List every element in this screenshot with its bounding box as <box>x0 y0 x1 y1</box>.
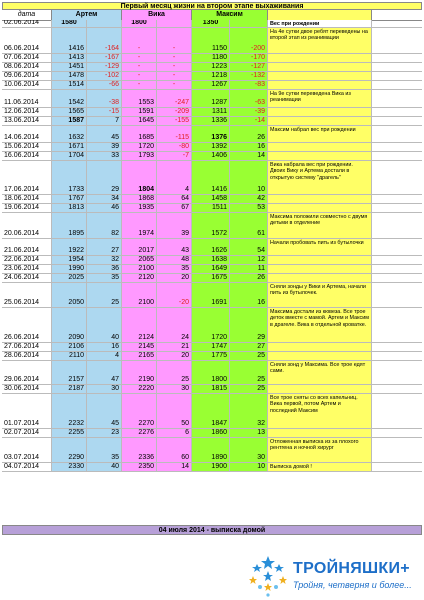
cell-v: 2124 <box>122 308 157 342</box>
cell-note <box>268 54 372 62</box>
cell-date: 04.07.2014 <box>2 463 52 471</box>
cell-note: Вес при рождении <box>268 20 372 27</box>
cell-date: 30.06.2014 <box>2 385 52 393</box>
table-row <box>2 161 422 195</box>
cell-date: 19.06.2014 <box>2 204 52 212</box>
cell-note: Начали пробовать пить из бутылочки <box>268 239 372 255</box>
cell-a: 2050 <box>52 283 87 307</box>
cell-a: 2106 <box>52 343 87 351</box>
table-row <box>2 54 422 63</box>
cell-date: 02.07.2014 <box>2 429 52 437</box>
cell-vd: 21 <box>157 343 192 351</box>
cell-ad: -164 <box>87 28 122 53</box>
cell-ad: -102 <box>87 72 122 80</box>
cell-ad: 35 <box>87 438 122 462</box>
cell-date: 20.06.2014 <box>2 213 52 238</box>
cell-v: 2220 <box>122 385 157 393</box>
cell-m: 1675 <box>192 274 230 282</box>
header-artem: Артем <box>52 10 122 20</box>
cell-md: -83 <box>230 81 268 89</box>
cell-vd: -209 <box>157 108 192 116</box>
cell-md: 25 <box>230 352 268 360</box>
cell-a: 1514 <box>52 81 87 89</box>
table-row <box>2 72 422 81</box>
cell-ad: 4 <box>87 352 122 360</box>
cell-date: 01.07.2014 <box>2 394 52 428</box>
cell-ad: -15 <box>87 108 122 116</box>
brand-logo <box>245 554 423 598</box>
cell-ad: 23 <box>87 429 122 437</box>
cell-note <box>268 385 372 393</box>
cell-vd: 25 <box>157 361 192 384</box>
table-row <box>2 361 422 385</box>
cell-vd: 64 <box>157 195 192 203</box>
cell-md: 10 <box>230 161 268 194</box>
cell-date: 29.06.2014 <box>2 361 52 384</box>
table-row <box>2 463 422 472</box>
cell-date: 28.06.2014 <box>2 352 52 360</box>
cell-m: 1572 <box>192 213 230 238</box>
cell-md: -170 <box>230 54 268 62</box>
cell-a: 1542 <box>52 90 87 107</box>
cell-v: 2276 <box>122 429 157 437</box>
cell-a: 1954 <box>52 256 87 264</box>
cell-note <box>268 72 372 80</box>
cell-vd: 48 <box>157 256 192 264</box>
cell-md: 29 <box>230 308 268 342</box>
cell-a: 1416 <box>52 28 87 53</box>
cell-ad: -38 <box>87 90 122 107</box>
cell-md: 14 <box>230 152 268 160</box>
cell-vd: -115 <box>157 126 192 142</box>
cell-a: 1767 <box>52 195 87 203</box>
cell-a: 2330 <box>52 463 87 471</box>
table-row <box>2 126 422 143</box>
cell-v: 1793 <box>122 152 157 160</box>
cell-date: 07.06.2014 <box>2 54 52 62</box>
cell-m: 1900 <box>192 463 230 471</box>
cell-v: 1720 <box>122 143 157 151</box>
cell-v: 2350 <box>122 463 157 471</box>
cell-date: 09.06.2014 <box>2 72 52 80</box>
cell-v: 1935 <box>122 204 157 212</box>
cell-ad: 46 <box>87 204 122 212</box>
cell-ad: 33 <box>87 152 122 160</box>
table-row <box>2 28 422 54</box>
cell-v: - <box>122 72 157 80</box>
table-row <box>2 204 422 213</box>
table-row <box>2 239 422 256</box>
cell-md: 25 <box>230 361 268 384</box>
table-row <box>2 274 422 283</box>
cell-ad: 35 <box>87 274 122 282</box>
cell-md: -132 <box>230 72 268 80</box>
cell-ad: -129 <box>87 63 122 71</box>
cell-md <box>230 20 268 27</box>
cell-md: -127 <box>230 63 268 71</box>
cell-note <box>268 152 372 160</box>
cell-note <box>268 108 372 116</box>
cell-ad: 32 <box>87 256 122 264</box>
cell-ad: 34 <box>87 195 122 203</box>
cell-vd: -7 <box>157 152 192 160</box>
cell-md: 32 <box>230 394 268 428</box>
cell-v: 1804 <box>122 161 157 194</box>
cell-a: 1895 <box>52 213 87 238</box>
cell-note: Максима положили совместно с двумя детьми в отделение <box>268 213 372 238</box>
cell-m: 1350 <box>192 20 230 27</box>
cell-date: 02.06.2014 <box>2 20 52 27</box>
cell-ad: 47 <box>87 361 122 384</box>
cell-m: 1150 <box>192 28 230 53</box>
cell-m: 1860 <box>192 429 230 437</box>
cell-vd: 43 <box>157 239 192 255</box>
cell-m: 1800 <box>192 361 230 384</box>
table-row <box>2 283 422 308</box>
cell-a: 1632 <box>52 126 87 142</box>
cell-v: 2336 <box>122 438 157 462</box>
header-date: дата <box>2 10 52 20</box>
table-row <box>2 385 422 394</box>
table-row <box>2 63 422 72</box>
table-row <box>2 81 422 90</box>
cell-md: 26 <box>230 274 268 282</box>
table-row <box>2 352 422 361</box>
cell-vd: 6 <box>157 429 192 437</box>
cell-md: 27 <box>230 343 268 351</box>
cell-note: На 4е сутки двое ребят переведены на второй этап из реанимации <box>268 28 372 53</box>
cell-date: 16.06.2014 <box>2 152 52 160</box>
cell-vd: -80 <box>157 143 192 151</box>
header-vika: Вика <box>122 10 192 20</box>
cell-md: 54 <box>230 239 268 255</box>
cell-a: 1451 <box>52 63 87 71</box>
cell-m: 1336 <box>192 117 230 125</box>
stars-cluster-icon <box>245 554 291 598</box>
table-title: Первый месяц жизни на втором этапе выхаживания <box>2 2 422 10</box>
cell-date: 10.06.2014 <box>2 81 52 89</box>
cell-m: 1649 <box>192 265 230 273</box>
cell-md: -14 <box>230 117 268 125</box>
cell-m: 1890 <box>192 438 230 462</box>
cell-m: 1626 <box>192 239 230 255</box>
cell-vd: - <box>157 28 192 53</box>
cell-note: Выписка домой ! <box>268 463 372 471</box>
cell-date: 03.07.2014 <box>2 438 52 462</box>
cell-date: 06.06.2014 <box>2 28 52 53</box>
cell-m: 1223 <box>192 63 230 71</box>
cell-a: 1413 <box>52 54 87 62</box>
cell-date: 18.06.2014 <box>2 195 52 203</box>
table-row <box>2 90 422 108</box>
cell-md: -200 <box>230 28 268 53</box>
cell-vd: 24 <box>157 308 192 342</box>
table-row <box>2 108 422 117</box>
cell-ad: 29 <box>87 161 122 194</box>
cell-vd: 35 <box>157 265 192 273</box>
cell-ad: 7 <box>87 117 122 125</box>
cell-date: 17.06.2014 <box>2 161 52 194</box>
cell-md: -63 <box>230 90 268 107</box>
cell-vd: 39 <box>157 213 192 238</box>
cell-a: 2090 <box>52 308 87 342</box>
cell-vd: - <box>157 54 192 62</box>
cell-ad: 39 <box>87 143 122 151</box>
cell-ad: 45 <box>87 394 122 428</box>
header-notes <box>268 10 372 20</box>
cell-m: 1180 <box>192 54 230 62</box>
cell-v: 2100 <box>122 283 157 307</box>
cell-a: 1922 <box>52 239 87 255</box>
cell-m: 1458 <box>192 195 230 203</box>
cell-note: На 9е сутки переведена Вика из реанимации <box>268 90 372 107</box>
cell-vd: 4 <box>157 161 192 194</box>
cell-v: 2145 <box>122 343 157 351</box>
cell-m: 1416 <box>192 161 230 194</box>
cell-m: 1775 <box>192 352 230 360</box>
cell-note <box>268 204 372 212</box>
cell-a: 1671 <box>52 143 87 151</box>
cell-v: 2165 <box>122 352 157 360</box>
cell-v: - <box>122 63 157 71</box>
cell-vd: 20 <box>157 352 192 360</box>
cell-vd: 20 <box>157 274 192 282</box>
cell-md: 42 <box>230 195 268 203</box>
cell-vd: - <box>157 81 192 89</box>
cell-note: Сняли зонды у Вики и Артема, начали пить из бутылочек. <box>268 283 372 307</box>
cell-vd: -155 <box>157 117 192 125</box>
cell-md: 61 <box>230 213 268 238</box>
table-row <box>2 265 422 274</box>
cell-a: 1565 <box>52 108 87 116</box>
cell-v: 2017 <box>122 239 157 255</box>
table-row <box>2 308 422 343</box>
cell-ad: 45 <box>87 126 122 142</box>
cell-v: 2190 <box>122 361 157 384</box>
cell-note <box>268 195 372 203</box>
cell-a: 1813 <box>52 204 87 212</box>
brand-name: ТРОЙНЯШКИ+ <box>293 560 410 577</box>
cell-v: 1591 <box>122 108 157 116</box>
cell-note: Сняли зонд у Максима. Все трое едят сами. <box>268 361 372 384</box>
table-row <box>2 429 422 438</box>
cell-v: - <box>122 28 157 53</box>
cell-m: 1747 <box>192 343 230 351</box>
cell-note <box>268 63 372 71</box>
cell-v: 1645 <box>122 117 157 125</box>
cell-vd: 60 <box>157 438 192 462</box>
cell-a: 2290 <box>52 438 87 462</box>
table-row <box>2 394 422 429</box>
cell-m: 1720 <box>192 308 230 342</box>
table-row <box>2 256 422 265</box>
brand-tagline: Тройня, четверня и более... <box>293 580 412 590</box>
cell-vd: -20 <box>157 283 192 307</box>
cell-md: 10 <box>230 463 268 471</box>
header-maksim: Максим <box>192 10 268 20</box>
cell-a: 2232 <box>52 394 87 428</box>
cell-md: 30 <box>230 438 268 462</box>
cell-vd: - <box>157 72 192 80</box>
cell-note <box>268 265 372 273</box>
cell-ad: -66 <box>87 81 122 89</box>
cell-m: 1691 <box>192 283 230 307</box>
cell-a: 1587 <box>52 117 87 125</box>
cell-a: 2255 <box>52 429 87 437</box>
cell-a: 2187 <box>52 385 87 393</box>
cell-date: 15.06.2014 <box>2 143 52 151</box>
cell-a: 2157 <box>52 361 87 384</box>
table-row <box>2 20 422 28</box>
cell-vd: 30 <box>157 385 192 393</box>
cell-note <box>268 81 372 89</box>
cell-m: 1406 <box>192 152 230 160</box>
cell-a: 1478 <box>52 72 87 80</box>
cell-md: 25 <box>230 385 268 393</box>
table-row <box>2 438 422 463</box>
cell-v: 2100 <box>122 265 157 273</box>
cell-ad: 27 <box>87 239 122 255</box>
cell-vd: 14 <box>157 463 192 471</box>
cell-date: 12.06.2014 <box>2 108 52 116</box>
cell-vd: 67 <box>157 204 192 212</box>
cell-note <box>268 143 372 151</box>
table-row <box>2 117 422 126</box>
cell-md: 26 <box>230 126 268 142</box>
cell-date: 24.06.2014 <box>2 274 52 282</box>
cell-v: 1974 <box>122 213 157 238</box>
cell-v: 2065 <box>122 256 157 264</box>
cell-vd <box>157 20 192 27</box>
cell-ad: 40 <box>87 308 122 342</box>
cell-date: 21.06.2014 <box>2 239 52 255</box>
cell-date: 14.06.2014 <box>2 126 52 142</box>
cell-m: 1638 <box>192 256 230 264</box>
cell-md: 11 <box>230 265 268 273</box>
cell-m: 1311 <box>192 108 230 116</box>
cell-m: 1218 <box>192 72 230 80</box>
cell-ad <box>87 20 122 27</box>
cell-v: 1553 <box>122 90 157 107</box>
cell-ad: 25 <box>87 283 122 307</box>
cell-md: 16 <box>230 143 268 151</box>
cell-vd: - <box>157 63 192 71</box>
cell-date: 11.06.2014 <box>2 90 52 107</box>
table-row <box>2 343 422 352</box>
cell-ad: 40 <box>87 463 122 471</box>
table-row <box>2 213 422 239</box>
cell-v: 1685 <box>122 126 157 142</box>
cell-md: 53 <box>230 204 268 212</box>
cell-note <box>268 343 372 351</box>
table-row <box>2 152 422 161</box>
cell-v: - <box>122 54 157 62</box>
cell-md: 12 <box>230 256 268 264</box>
cell-note <box>268 352 372 360</box>
cell-v: 1868 <box>122 195 157 203</box>
cell-a: 1733 <box>52 161 87 194</box>
cell-m: 1847 <box>192 394 230 428</box>
cell-a: 2025 <box>52 274 87 282</box>
cell-note <box>268 117 372 125</box>
cell-ad: 16 <box>87 343 122 351</box>
cell-a: 2110 <box>52 352 87 360</box>
cell-m: 1511 <box>192 204 230 212</box>
cell-m: 1376 <box>192 126 230 142</box>
cell-date: 22.06.2014 <box>2 256 52 264</box>
cell-note: Отложенная выписка из за плохого рентгена и ночной хирург <box>268 438 372 462</box>
table-row <box>2 143 422 152</box>
cell-note <box>268 256 372 264</box>
cell-v: - <box>122 81 157 89</box>
cell-m: 1815 <box>192 385 230 393</box>
cell-v: 2120 <box>122 274 157 282</box>
cell-date: 08.06.2014 <box>2 63 52 71</box>
cell-m: 1287 <box>192 90 230 107</box>
cell-date: 13.06.2014 <box>2 117 52 125</box>
cell-date: 23.06.2014 <box>2 265 52 273</box>
table-row <box>2 195 422 204</box>
cell-a: 1990 <box>52 265 87 273</box>
cell-date: 25.06.2014 <box>2 283 52 307</box>
cell-note: Все трое сняты со всех капельниц. Вика первой, потом Артем и последний Максим <box>268 394 372 428</box>
cell-ad: 30 <box>87 385 122 393</box>
cell-md: 16 <box>230 283 268 307</box>
cell-vd: 50 <box>157 394 192 428</box>
cell-vd: -247 <box>157 90 192 107</box>
cell-v: 2270 <box>122 394 157 428</box>
cell-m: 1267 <box>192 81 230 89</box>
cell-v: 1800 <box>122 20 157 27</box>
cell-note <box>268 274 372 282</box>
cell-date: 26.06.2014 <box>2 308 52 342</box>
cell-a: 1580 <box>52 20 87 27</box>
discharge-footer: 04 июля 2014 - выписка домой <box>2 525 422 535</box>
cell-ad: 36 <box>87 265 122 273</box>
cell-m: 1392 <box>192 143 230 151</box>
cell-note: Максим набрал вес при рождении <box>268 126 372 142</box>
cell-date: 27.06.2014 <box>2 343 52 351</box>
cell-note: Максима достали из кювеза. Все трое деток вместе с мамой. Артем и Максим в драгеле. Вика в отдельной кроватке. <box>268 308 372 342</box>
cell-note: Вика набрала вес при рождении. Двоих Вику и Артема достали в открытую систему "драгель" <box>268 161 372 194</box>
cell-note <box>268 429 372 437</box>
cell-md: 13 <box>230 429 268 437</box>
cell-ad: -167 <box>87 54 122 62</box>
cell-md: -39 <box>230 108 268 116</box>
cell-a: 1704 <box>52 152 87 160</box>
cell-ad: 82 <box>87 213 122 238</box>
